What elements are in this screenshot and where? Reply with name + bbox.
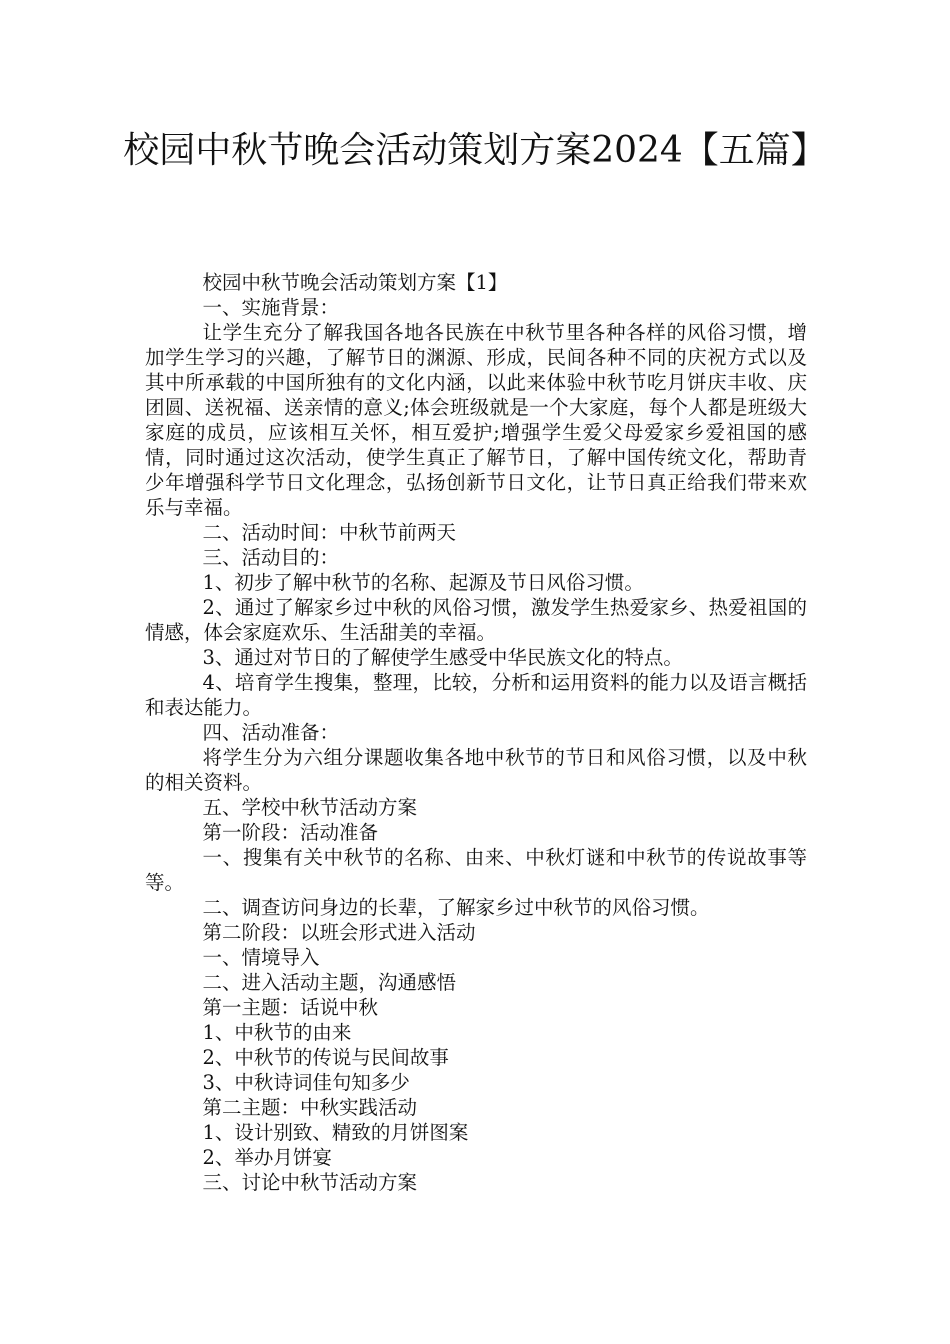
paragraph: 一、搜集有关中秋节的名称、由来、中秋灯谜和中秋节的传说故事等等。 bbox=[145, 846, 807, 894]
paragraph: 第一阶段：活动准备 bbox=[202, 821, 379, 844]
paragraph: 让学生充分了解我国各地各民族在中秋节里各种各样的风俗习惯，增加学生学习的兴趣，了解节日的渊源、形成，民间各种不同的庆祝方式以及其中所承载的中国所独有的文化内涵，以此来体验中秋节吃月饼庆丰收、庆团圆、送祝福、送亲情的意义;体会班级就是一个大家庭，每个人都是班级大家庭的成员，应该相互关怀，相互爱护;增强学生爱父母爱家乡爱祖国的感情，同时通过这次活动，使学生真正了解节日，了解中国传统文化，帮助青少年增强科学节日文化理念，弘扬创新节日文化，让节日真正给我们带来欢乐与幸福。 bbox=[145, 321, 807, 519]
paragraph: 2、中秋节的传说与民间故事 bbox=[202, 1046, 449, 1069]
paragraph: 2、通过了解家乡过中秋的风俗习惯，激发学生热爱家乡、热爱祖国的情感，体会家庭欢乐、生活甜美的幸福。 bbox=[145, 596, 807, 644]
paragraph: 1、初步了解中秋节的名称、起源及节日风俗习惯。 bbox=[202, 571, 644, 594]
paragraph: 一、情境导入 bbox=[202, 946, 320, 969]
paragraph: 一、实施背景： bbox=[202, 296, 340, 319]
paragraph: 二、进入活动主题，沟通感悟 bbox=[202, 971, 457, 994]
paragraph: 2、举办月饼宴 bbox=[202, 1146, 332, 1169]
paragraph: 1、设计别致、精致的月饼图案 bbox=[202, 1121, 469, 1144]
paragraph: 4、培育学生搜集，整理，比较，分析和运用资料的能力以及语言概括和表达能力。 bbox=[145, 671, 807, 719]
document-body bbox=[145, 270, 807, 1195]
section-heading: 校园中秋节晚会活动策划方案【1】 bbox=[202, 271, 508, 294]
paragraph: 三、活动目的： bbox=[202, 546, 340, 569]
paragraph: 第二主题：中秋实践活动 bbox=[202, 1096, 418, 1119]
paragraph: 3、中秋诗词佳句知多少 bbox=[202, 1071, 410, 1094]
paragraph: 第一主题：话说中秋 bbox=[202, 996, 379, 1019]
paragraph: 1、中秋节的由来 bbox=[202, 1021, 352, 1044]
paragraph: 3、通过对节日的了解使学生感受中华民族文化的特点。 bbox=[202, 646, 683, 669]
paragraph: 第二阶段：以班会形式进入活动 bbox=[202, 921, 476, 944]
paragraph: 四、活动准备： bbox=[202, 721, 340, 744]
paragraph: 二、活动时间：中秋节前两天 bbox=[202, 521, 457, 544]
paragraph: 五、学校中秋节活动方案 bbox=[202, 796, 418, 819]
document-title: 校园中秋节晚会活动策划方案2024【五篇】 bbox=[123, 130, 827, 171]
paragraph: 将学生分为六组分课题收集各地中秋节的节日和风俗习惯，以及中秋的相关资料。 bbox=[145, 746, 807, 794]
paragraph: 二、调查访问身边的长辈，了解家乡过中秋节的风俗习惯。 bbox=[202, 896, 710, 919]
paragraph: 三、讨论中秋节活动方案 bbox=[202, 1171, 418, 1194]
